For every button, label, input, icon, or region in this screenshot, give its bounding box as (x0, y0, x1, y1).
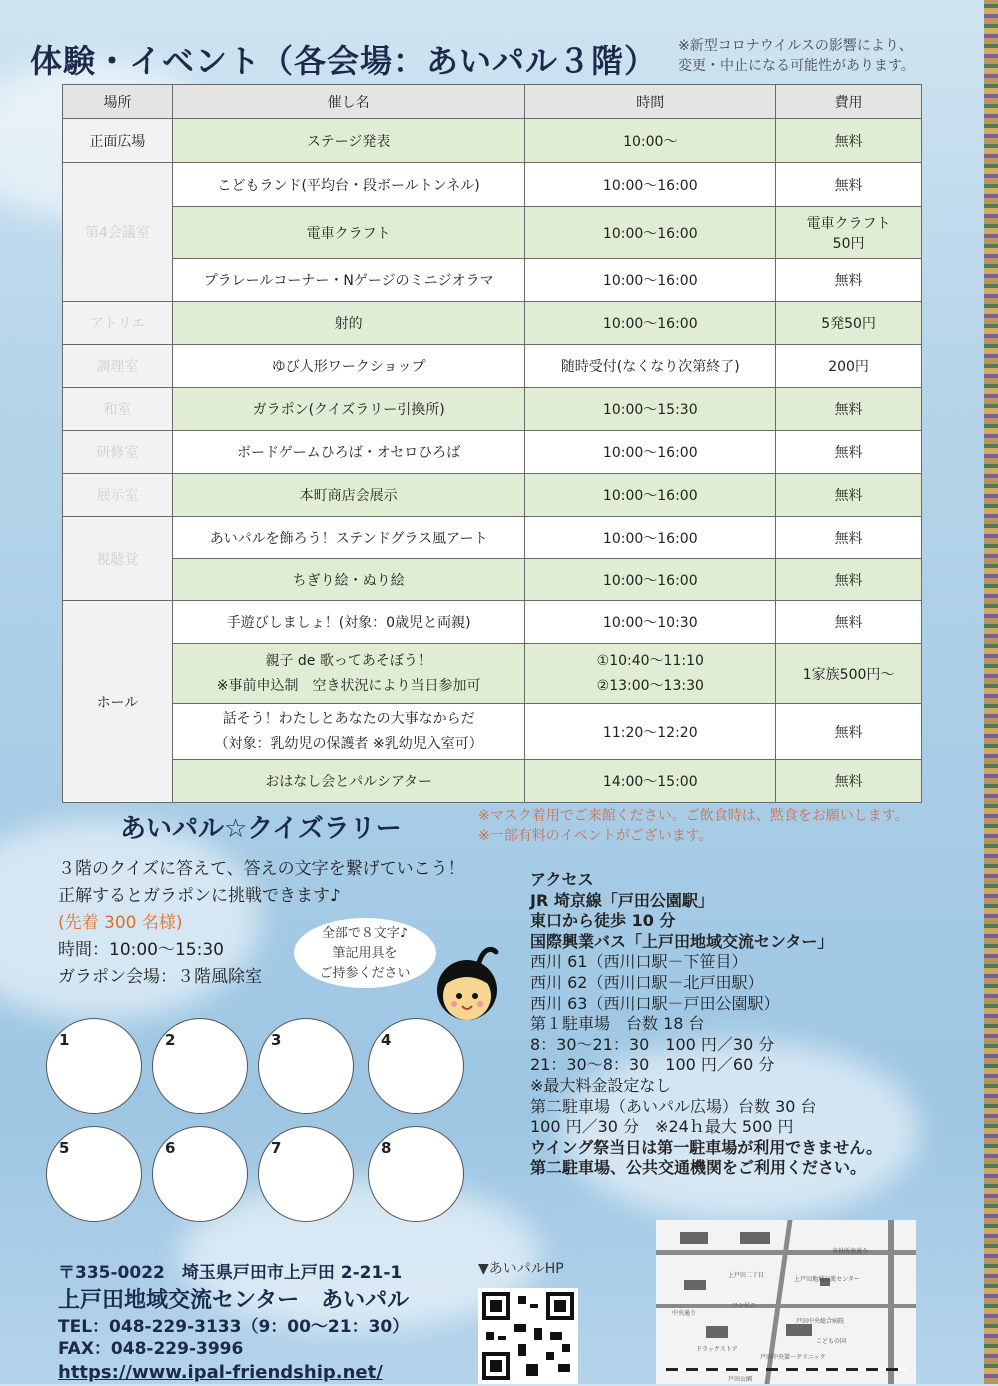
answer-circle[interactable] (258, 1018, 354, 1114)
event-name: ゆび人形ワークショップ (172, 345, 525, 388)
table-row (63, 601, 922, 644)
table-row (63, 259, 922, 302)
event-name (172, 644, 525, 704)
answer-circle[interactable] (258, 1126, 354, 1222)
table-row (63, 119, 922, 163)
event-time: 10:00～10:30 (525, 601, 776, 644)
event-cost: 無料 (776, 760, 922, 803)
event-name: ガラポン(クイズラリー引換所) (172, 388, 525, 431)
event-name: ちぎり絵・ぬり絵 (172, 559, 525, 601)
table-row (63, 388, 922, 431)
page-title: 体験・イベント（各会場：あいパル３階） (30, 42, 658, 80)
event-name: プラレールコーナー・Nゲージのミニジオラマ (172, 259, 525, 302)
table-row (63, 207, 922, 259)
event-name: 手遊びしましょ！(対象：0歳児と両親) (172, 601, 525, 644)
table-row (63, 517, 922, 559)
event-time: 10:00～15:30 (525, 388, 776, 431)
table-notes (478, 806, 909, 846)
place-cell-faded: 調理室 (63, 345, 173, 388)
phone-number: TEL：048-229-3133（9：00～21：30） (58, 1317, 410, 1337)
event-time: 10:00～16:00 (525, 207, 776, 259)
event-name: ボードゲームひろば・オセロひろば (172, 431, 525, 474)
place-cell-faded: 展示室 (63, 474, 173, 517)
place-cell-faded: アトリエ (63, 302, 173, 345)
access-line: 西川 63（西川口駅－戸田公園駅） (530, 993, 780, 1013)
event-time: 10:00～16:00 (525, 302, 776, 345)
table-row (63, 704, 922, 760)
event-name-line: （対象：乳幼児の保護者 ※乳幼児入室可） (214, 735, 483, 752)
map-label: こどもの国 (816, 1338, 847, 1345)
table-row (63, 345, 922, 388)
place-cell: 正面広場 (63, 119, 173, 163)
mascot-icon (434, 942, 500, 1022)
circle-number: 3 (271, 1031, 282, 1049)
circle-number: 7 (271, 1139, 282, 1157)
event-name (172, 704, 525, 760)
event-cost: 無料 (776, 259, 922, 302)
organization-name: 上戸田地域交流センター あいパル (58, 1288, 410, 1313)
postal-address: 〒335-0022 埼玉県戸田市上戸田 2-21-1 (58, 1263, 403, 1283)
header-cost: 費用 (776, 85, 922, 119)
map-road (888, 1220, 894, 1384)
access-line: 100 円／30 分 ※24ｈ最大 500 円 (530, 1117, 794, 1137)
access-line: 国際興業バス「上戸田地域交流センター」 (530, 931, 834, 951)
event-time: 11:20～12:20 (525, 704, 776, 760)
quiz-limit: (先着 300 名様) (58, 913, 183, 933)
answer-circle[interactable] (152, 1018, 248, 1114)
access-info (530, 870, 882, 1179)
access-line: JR 埼京線「戸田公園駅」 (530, 890, 714, 910)
event-time: 10:00～16:00 (525, 163, 776, 207)
answer-circle[interactable] (368, 1018, 464, 1114)
map-label: 戸田中央第一クリニック (760, 1354, 826, 1361)
quiz-venue: ガラポン会場：３階風除室 (58, 967, 262, 987)
map-label: 市役所南通り (832, 1248, 869, 1255)
map-railway (666, 1368, 906, 1371)
event-cost (776, 207, 922, 259)
quiz-line: 正解するとガラポンに挑戦できます♪ (58, 886, 341, 906)
table-row (63, 302, 922, 345)
event-cost: 無料 (776, 559, 922, 601)
bubble-line: 全部で８文字♪ (321, 926, 409, 941)
map-label: 中央通り (672, 1310, 697, 1317)
access-line: 西川 62（西川口駅－北戸田駅） (530, 972, 764, 992)
bubble-line: 筆記用具を (332, 946, 398, 961)
map-label: 上戸田二丁目 (728, 1272, 765, 1279)
access-map (656, 1220, 916, 1384)
access-line: 第１駐車場 台数 18 台 (530, 1014, 705, 1034)
access-line: 8：30～21：30 100 円／30 分 (530, 1034, 775, 1054)
event-time: 10:00～ (525, 119, 776, 163)
event-cost-line: 50円 (832, 235, 865, 252)
map-building (740, 1232, 770, 1244)
header-place: 場所 (63, 85, 173, 119)
access-line: ウイング祭当日は第一駐車場が利用できません。 (530, 1137, 883, 1157)
access-line: 西川 61（西川口駅－下笹目） (530, 952, 748, 972)
hp-label: ▼あいパルHP (478, 1261, 564, 1277)
event-cost: 無料 (776, 517, 922, 559)
table-note-line: ※一部有料のイベントがございます。 (478, 828, 713, 844)
event-cost: 無料 (776, 431, 922, 474)
map-building (706, 1326, 728, 1338)
table-row (63, 431, 922, 474)
circle-number: 8 (381, 1139, 392, 1157)
table-note-line: ※マスク着用でご来館ください。ご飲食時は、黙食をお願いします。 (478, 808, 909, 824)
header-event: 催し名 (172, 85, 525, 119)
footer-contact (58, 1260, 409, 1386)
quiz-time: 時間：10:00～15:30 (58, 940, 224, 960)
table-row (63, 559, 922, 601)
event-time: 10:00～16:00 (525, 559, 776, 601)
event-time: 10:00～16:00 (525, 431, 776, 474)
answer-circle[interactable] (368, 1126, 464, 1222)
map-building (680, 1232, 708, 1244)
table-row (63, 163, 922, 207)
event-time (525, 644, 776, 704)
header-time: 時間 (525, 85, 776, 119)
event-cost: 無料 (776, 163, 922, 207)
access-line: ※最大料金設定なし (530, 1075, 672, 1095)
answer-circle[interactable] (46, 1126, 142, 1222)
access-line: 21：30～8：30 100 円／60 分 (530, 1055, 775, 1075)
bubble-line: ご持参ください (319, 966, 411, 981)
circle-number: 6 (165, 1139, 176, 1157)
event-name-line: 親子 de 歌ってあそぼう！ (265, 652, 432, 669)
event-name: 射的 (172, 302, 525, 345)
event-name: おはなし会とパルシアター (172, 760, 525, 803)
event-time: 随時受付(なくなり次第終了) (525, 345, 776, 388)
table-row (63, 644, 922, 704)
quiz-line: ３階のクイズに答えて、答えの文字を繋げていこう！ (58, 859, 465, 879)
event-time-line: ②13:00～13:30 (596, 677, 704, 694)
event-time-line: ①10:40～11:10 (596, 652, 704, 669)
event-cost: 1家族500円～ (776, 644, 922, 704)
covid-notice: ※新型コロナウイルスの影響により、 変更・中止になる可能性があります。 (678, 38, 915, 74)
table-row (63, 760, 922, 803)
event-cost: 200円 (776, 345, 922, 388)
event-cost: 無料 (776, 388, 922, 431)
place-cell-faded: 和室 (63, 388, 173, 431)
map-label: コンビニ (732, 1302, 757, 1309)
place-cell-faded: 第4会議室 (63, 163, 173, 302)
circle-number: 1 (59, 1031, 70, 1049)
circle-number: 2 (165, 1031, 176, 1049)
event-name: ステージ発表 (172, 119, 525, 163)
map-building (684, 1280, 706, 1290)
place-cell: ホール (63, 601, 173, 803)
event-time: 10:00～16:00 (525, 474, 776, 517)
answer-circle[interactable] (46, 1018, 142, 1114)
event-name: 本町商店会展示 (172, 474, 525, 517)
page-edge (984, 0, 998, 1384)
map-label: 戸田中央総合病院 (796, 1318, 845, 1325)
event-name: 電車クラフト (172, 207, 525, 259)
event-name-line: ※事前申込制 空き状況により当日参加可 (216, 677, 481, 694)
access-heading: アクセス (530, 870, 594, 889)
website-link[interactable]: https://www.ipal-friendship.net/ (58, 1362, 383, 1383)
event-cost-line: 電車クラフト (806, 215, 891, 232)
event-name-line: 話そう！わたしとあなたの大事なからだ (222, 710, 475, 727)
map-label: 戸田公園 (728, 1376, 753, 1383)
event-cost: 5発50円 (776, 302, 922, 345)
event-cost: 無料 (776, 704, 922, 760)
quiz-title: あいパル☆クイズラリー (120, 814, 402, 844)
fax-number: FAX：048-229-3996 (58, 1339, 244, 1359)
table-row (63, 474, 922, 517)
event-name: こどもランド(平均台・段ボールトンネル) (172, 163, 525, 207)
answer-circle[interactable] (152, 1126, 248, 1222)
place-cell-faded: 研修室 (63, 431, 173, 474)
place-cell-faded: 視聴覚 (63, 517, 173, 601)
access-line: 東口から徒歩 10 分 (530, 911, 676, 931)
event-time: 14:00～15:00 (525, 760, 776, 803)
circle-number: 4 (381, 1031, 392, 1049)
access-line: 第二駐車場（あいパル広場）台数 30 台 (530, 1096, 817, 1116)
event-time: 10:00～16:00 (525, 259, 776, 302)
speech-bubble (294, 918, 436, 988)
event-cost: 無料 (776, 474, 922, 517)
map-building (786, 1324, 812, 1336)
event-time: 10:00～16:00 (525, 517, 776, 559)
qr-code-icon[interactable] (478, 1288, 578, 1384)
map-label: 上戸田地域交流センター (794, 1276, 860, 1283)
event-cost: 無料 (776, 119, 922, 163)
access-line: 第二駐車場、公共交通機関をご利用ください。 (530, 1158, 867, 1178)
event-name: あいパルを飾ろう！ステンドグラス風アート (172, 517, 525, 559)
event-cost: 無料 (776, 601, 922, 644)
map-label: ドラックストア (696, 1346, 738, 1353)
events-table (62, 84, 922, 803)
circle-number: 5 (59, 1139, 70, 1157)
